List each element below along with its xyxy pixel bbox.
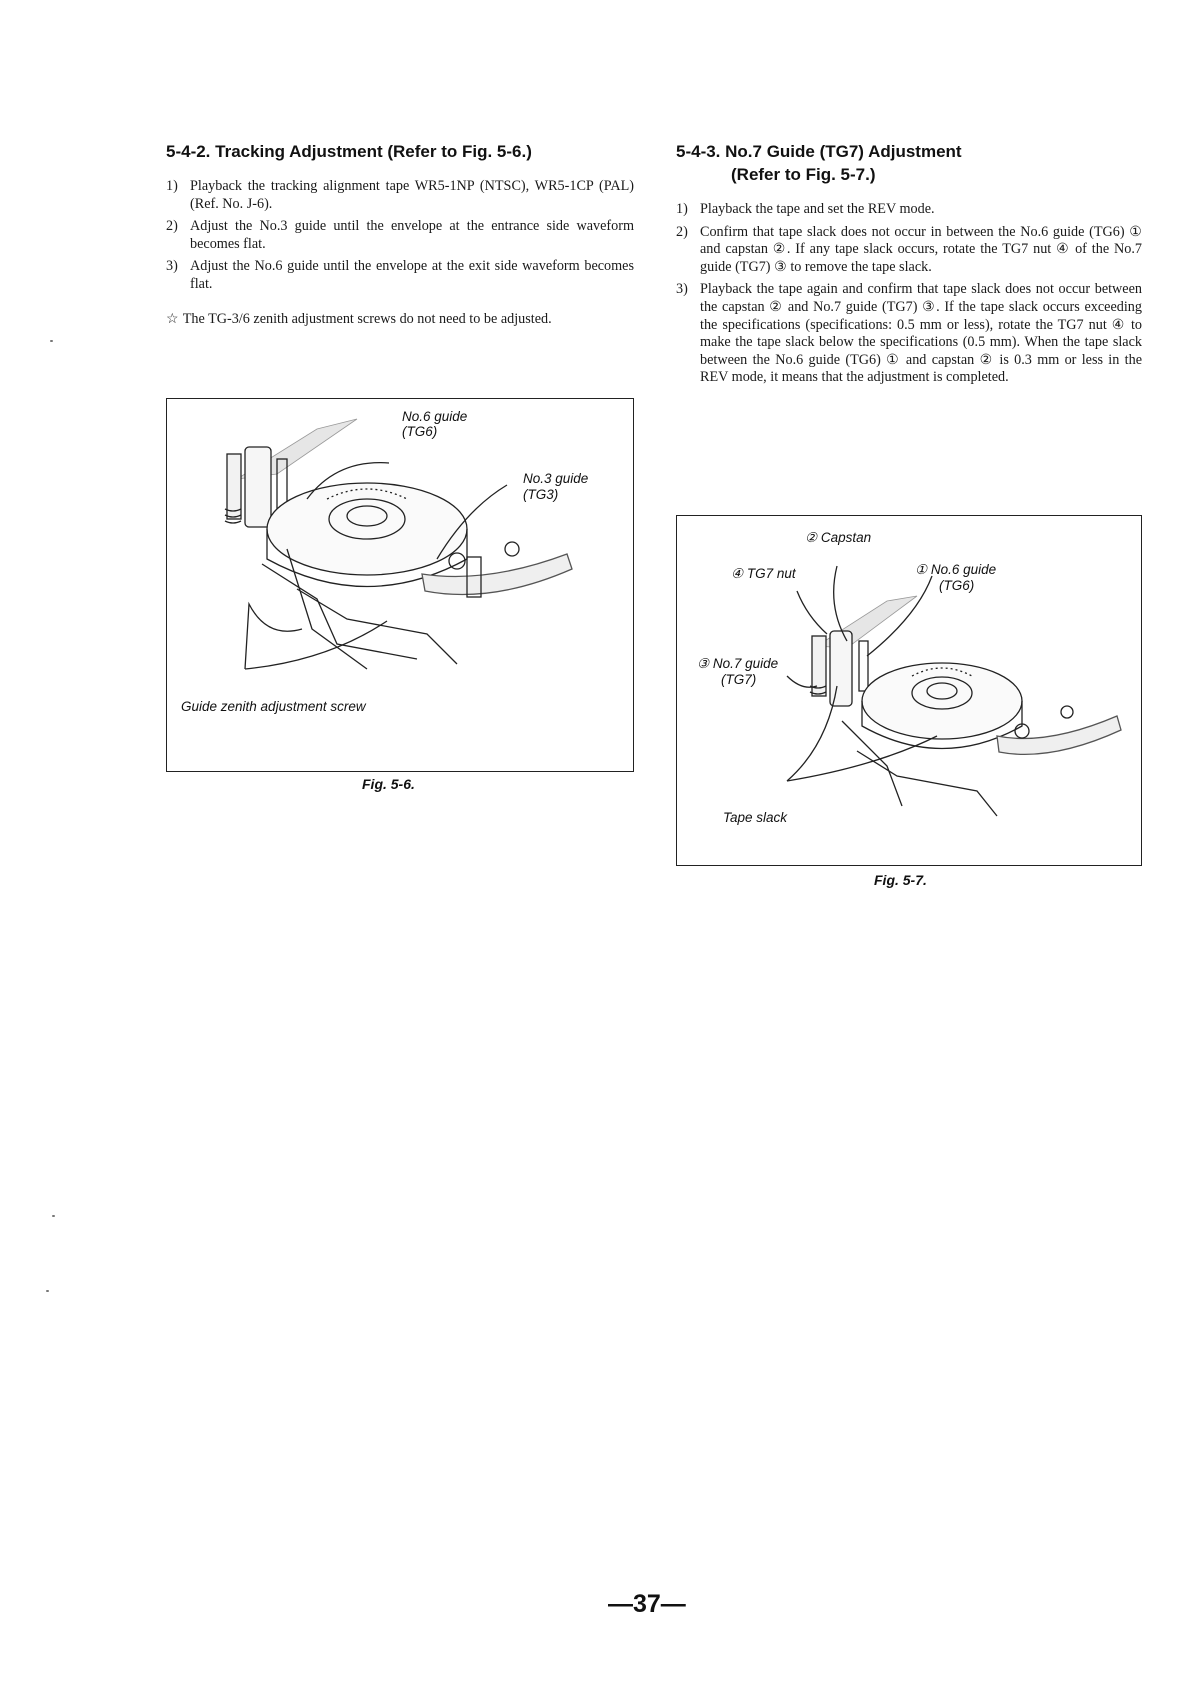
label-no7-guide: ③ No.7 guide xyxy=(697,656,779,671)
star-icon: ☆ xyxy=(166,310,179,327)
step-number: 2) xyxy=(676,223,688,240)
step-number: 2) xyxy=(166,218,178,235)
label-capstan: ② Capstan xyxy=(805,530,872,545)
step-text: Confirm that tape slack does not occur in between the No.6 guide (TG6) ① and capstan ②. If any tape slack occurs, rotate the TG7 nut ④ of the No.7 guide (TG7) ③ to remove the tape slack. xyxy=(700,223,1142,275)
label-zenith-screw: Guide zenith adjustment screw xyxy=(181,699,366,714)
list-item xyxy=(676,281,1142,387)
tape-path-illustration-5-6 xyxy=(167,399,633,771)
label-no3-guide: No.3 guide xyxy=(523,471,589,486)
heading-line-1: 5-4-3. No.7 Guide (TG7) Adjustment xyxy=(676,142,962,161)
figure-caption-5-6: Fig. 5-6. xyxy=(362,776,415,792)
step-number: 1) xyxy=(676,201,688,217)
label-tg6: (TG6) xyxy=(939,578,975,593)
list-item xyxy=(166,178,634,213)
step-number: 3) xyxy=(166,258,178,275)
label-tg3: (TG3) xyxy=(523,487,559,502)
list-item xyxy=(166,218,634,253)
label-no6-guide: No.6 guide xyxy=(402,409,468,424)
step-text: Adjust the No.3 guide until the envelope at the entrance side waveform becomes flat. xyxy=(190,218,634,252)
heading-line-2: (Refer to Fig. 5-7.) xyxy=(731,165,876,184)
no7-guide-heading xyxy=(676,140,1142,186)
label-tg7: (TG7) xyxy=(721,672,757,687)
figure-5-6 xyxy=(166,398,634,772)
step-text: Playback the tracking alignment tape WR5-1NP (NTSC), WR5-1CP (PAL) (Ref. No. J-6). xyxy=(190,178,634,212)
figure-caption-5-7: Fig. 5-7. xyxy=(874,872,927,888)
label-tg6: (TG6) xyxy=(402,424,438,439)
section-tracking-adjustment xyxy=(166,140,634,328)
step-text: Playback the tape and set the REV mode. xyxy=(700,201,935,217)
zenith-note xyxy=(166,310,634,328)
label-no6-guide: ① No.6 guide xyxy=(915,562,997,577)
step-number: 1) xyxy=(166,178,178,194)
step-text: Playback the tape again and confirm that tape slack does not occur between the capstan ② and No.7 guide (TG7) ③. If the tape slack occurs exceeding the specifications (specifications: 0.5 mm or less), rotate the TG7 nut ④ to make the tape slack below the specifications (0.5 mm). When the tape slack between the No.6 guide (TG6) ① and capstan ② is 0.3 mm or less in the REV mode, it means that the adjustment is completed. xyxy=(700,281,1142,386)
list-item xyxy=(166,258,634,293)
label-tape-slack: Tape slack xyxy=(723,810,788,825)
step-text: Adjust the No.6 guide until the envelope at the exit side waveform becomes flat. xyxy=(190,258,634,292)
scan-speck xyxy=(52,1215,55,1217)
scan-speck xyxy=(46,1290,49,1292)
tracking-heading: 5-4-2. Tracking Adjustment (Refer to Fig. 5-6.) xyxy=(166,142,532,161)
label-tg7-nut: ④ TG7 nut xyxy=(731,566,796,581)
page-number: —37— xyxy=(608,1590,686,1618)
figure-5-7 xyxy=(676,515,1142,866)
tracking-steps xyxy=(166,178,634,294)
section-no7-guide-adjustment xyxy=(676,140,1142,392)
list-item xyxy=(676,224,1142,277)
note-text: The TG-3/6 zenith adjustment screws do not need to be adjusted. xyxy=(182,310,552,327)
list-item xyxy=(676,201,1142,219)
no7-steps xyxy=(676,201,1142,387)
scan-speck xyxy=(50,340,53,342)
step-number: 3) xyxy=(676,281,688,298)
